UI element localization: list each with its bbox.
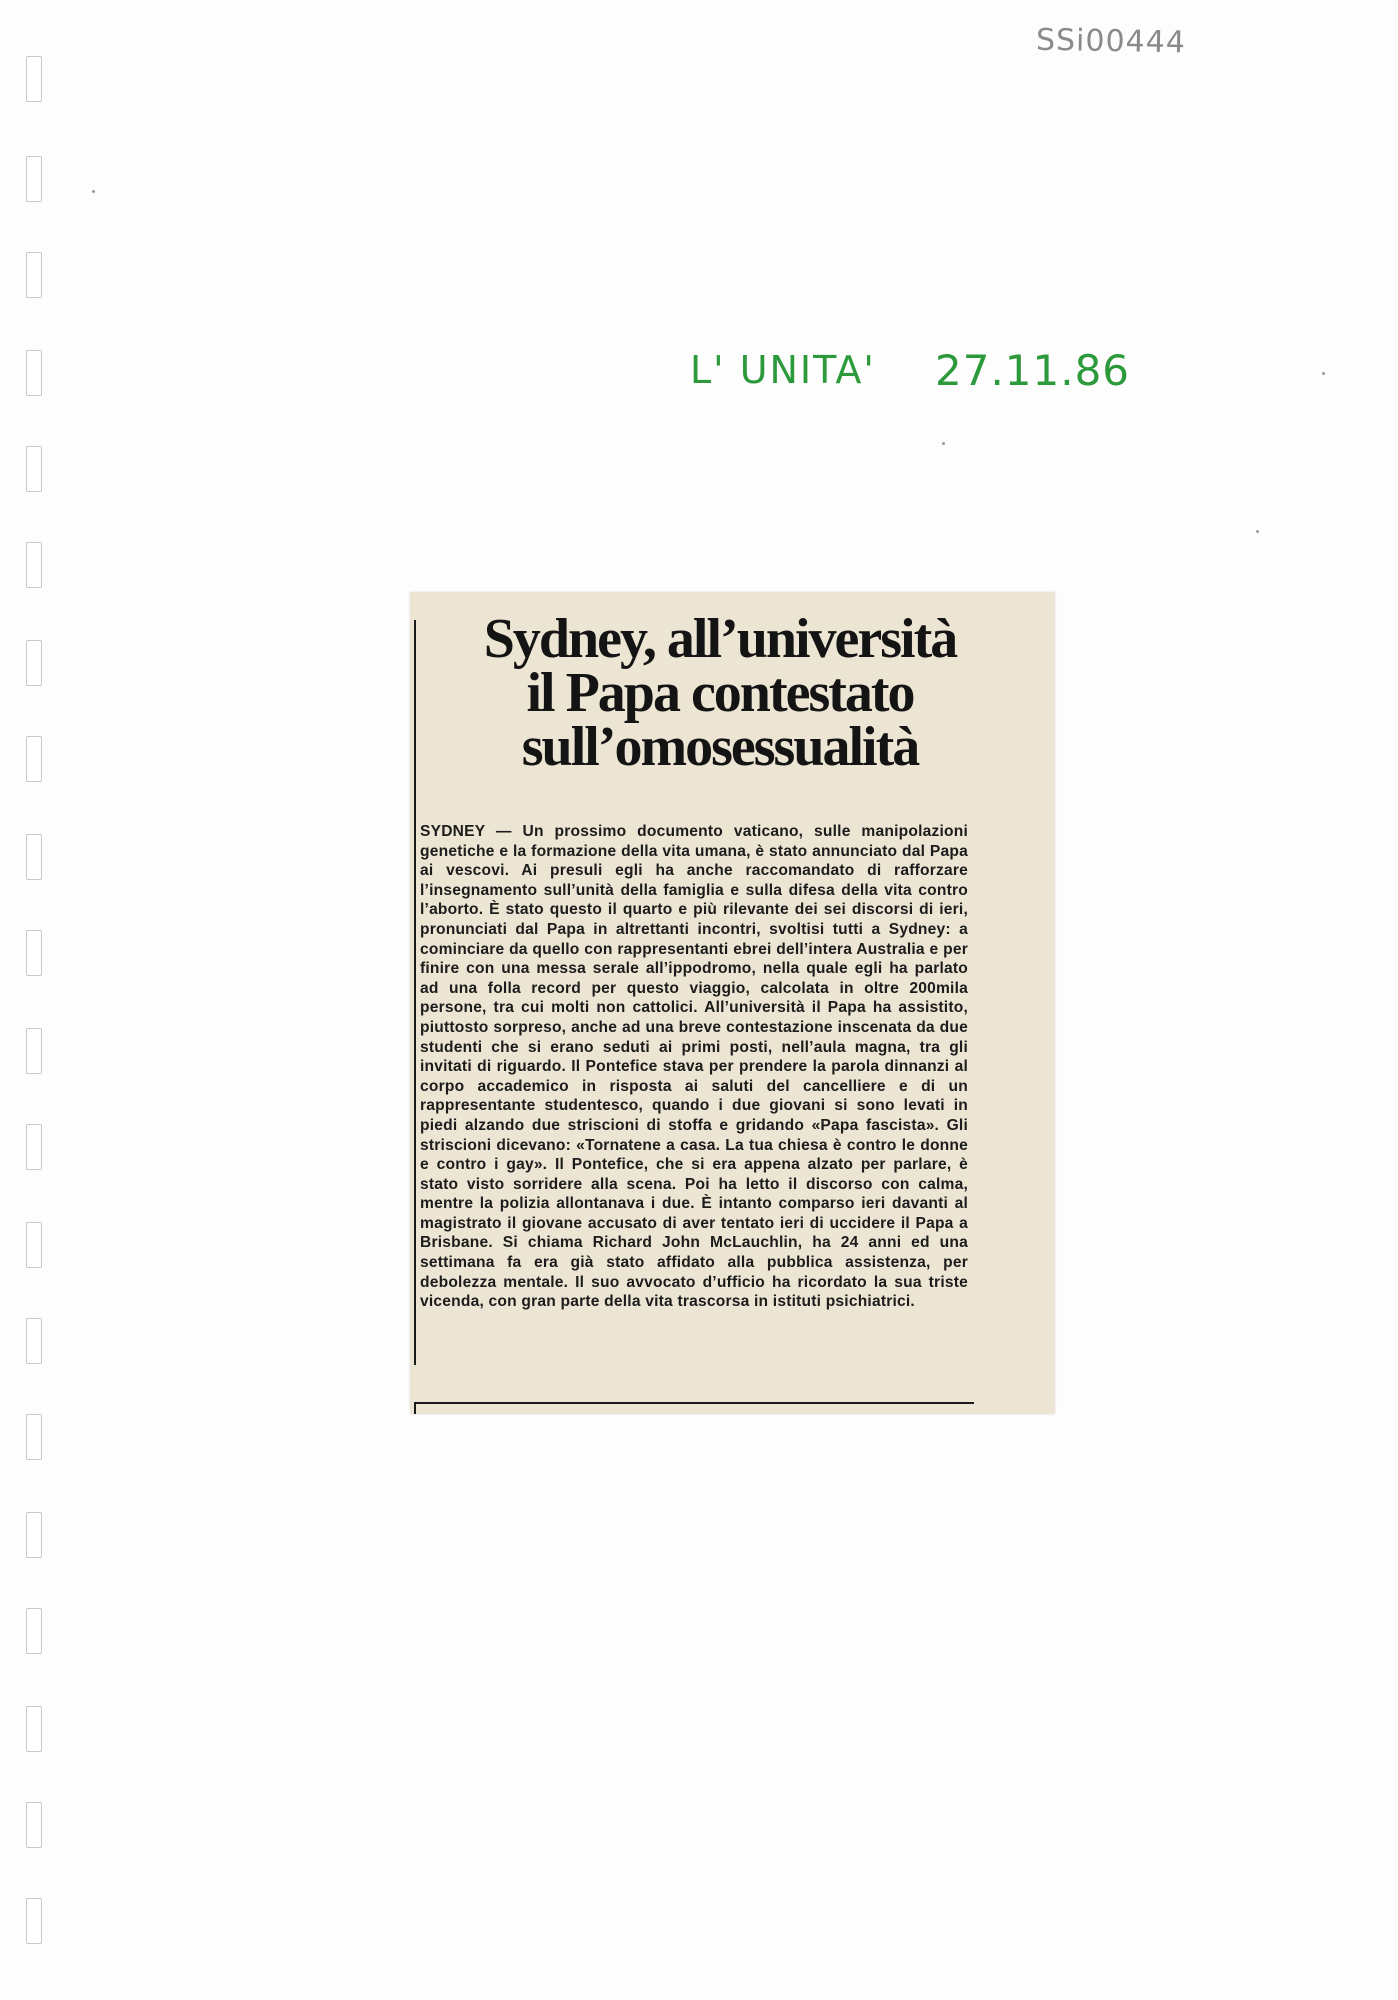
newspaper-source: L' UNITA' <box>690 348 876 392</box>
binder-hole <box>26 930 42 976</box>
headline-line-3: sull’omosessualità <box>521 716 919 778</box>
binder-hole <box>26 1802 42 1848</box>
binder-hole <box>26 1608 42 1654</box>
article-body: SYDNEY — Un prossimo documento vaticano, sulle manipolazioni genetiche e la formazione della vita umana, è stato annunciato dal Papa ai vescovi. Ai presuli egli ha anche raccomandato di rafforzare l’insegnamento sull’unità della famiglia e sulla difesa della vita contro l’aborto. È stato questo il quarto e più rilevante dei sei discorsi di ieri, pronunciati dal Papa in altrettanti incontri, svoltisi tutti a Sydney: a cominciare da quello con rappresentanti ebrei dell’intera Australia e per finire con una messa serale all’ippodromo, nella quale egli ha parlato ad una folla record per questo viaggio, calcolata in oltre 200mila persone, tra cui molti non cattolici. All’università il Papa ha assistito, piuttosto sorpreso, anche ad una breve contestazione inscenata da due studenti che si erano seduti ai primi posti, nell’aula magna, tra gli invitati di riguardo. Il Pontefice stava per prendere la parola dinnanzi al corpo accademico in risposta ai saluti del cancelliere e di un rappresentante studentesco, quando i due giovani si sono levati in piedi alzando due striscioni di stoffa e gridando «Papa fascista». Gli striscioni dicevano: «Tornatene a casa. La tua chiesa è contro le donne e contro i gay». Il Pontefice, che si era appena alzato per parlare, è stato visto sorridere alla scena. Poi ha letto il discorso con calma, mentre la polizia allontanava i due. È intanto comparso ieri davanti al magistrato il giovane accusato di aver tentato ieri di uccidere il Papa a Brisbane. Si chiama Richard John McLauchlin, ha 24 anni ed una settimana fa era già stato affidato alla pubblica assistenza, per debolezza mentale. Il suo avvocato d’ufficio ha ricordato la sua triste vicenda, con gran parte della vita trascorsa in istituti psichiatrici. <box>420 823 968 1311</box>
binder-hole <box>26 1124 42 1170</box>
binder-hole <box>26 640 42 686</box>
scan-speck <box>942 442 945 445</box>
binder-hole <box>26 446 42 492</box>
binder-hole <box>26 834 42 880</box>
article-headline <box>420 608 1020 778</box>
binder-hole <box>26 56 42 102</box>
binder-hole <box>26 1028 42 1074</box>
binder-hole <box>26 350 42 396</box>
binder-hole <box>26 252 42 298</box>
binder-hole <box>26 1414 42 1460</box>
binder-hole <box>26 156 42 202</box>
column-rule <box>414 620 416 1365</box>
scan-speck <box>1256 530 1259 533</box>
binder-hole <box>26 736 42 782</box>
scan-speck <box>92 190 95 193</box>
headline-line-1: Sydney, all’università <box>483 608 957 670</box>
binder-hole <box>26 1512 42 1558</box>
headline-line-2: il Papa contestato <box>526 662 914 724</box>
binder-hole <box>26 1222 42 1268</box>
binder-hole <box>26 542 42 588</box>
binder-hole <box>26 1898 42 1944</box>
bottom-rule <box>414 1402 974 1404</box>
binder-hole <box>26 1706 42 1752</box>
binder-hole <box>26 1318 42 1364</box>
scan-speck <box>1322 372 1325 375</box>
archive-code: SSi00444 <box>1035 22 1187 61</box>
bottom-rule-tick <box>414 1402 416 1414</box>
publication-date: 27.11.86 <box>935 346 1131 395</box>
